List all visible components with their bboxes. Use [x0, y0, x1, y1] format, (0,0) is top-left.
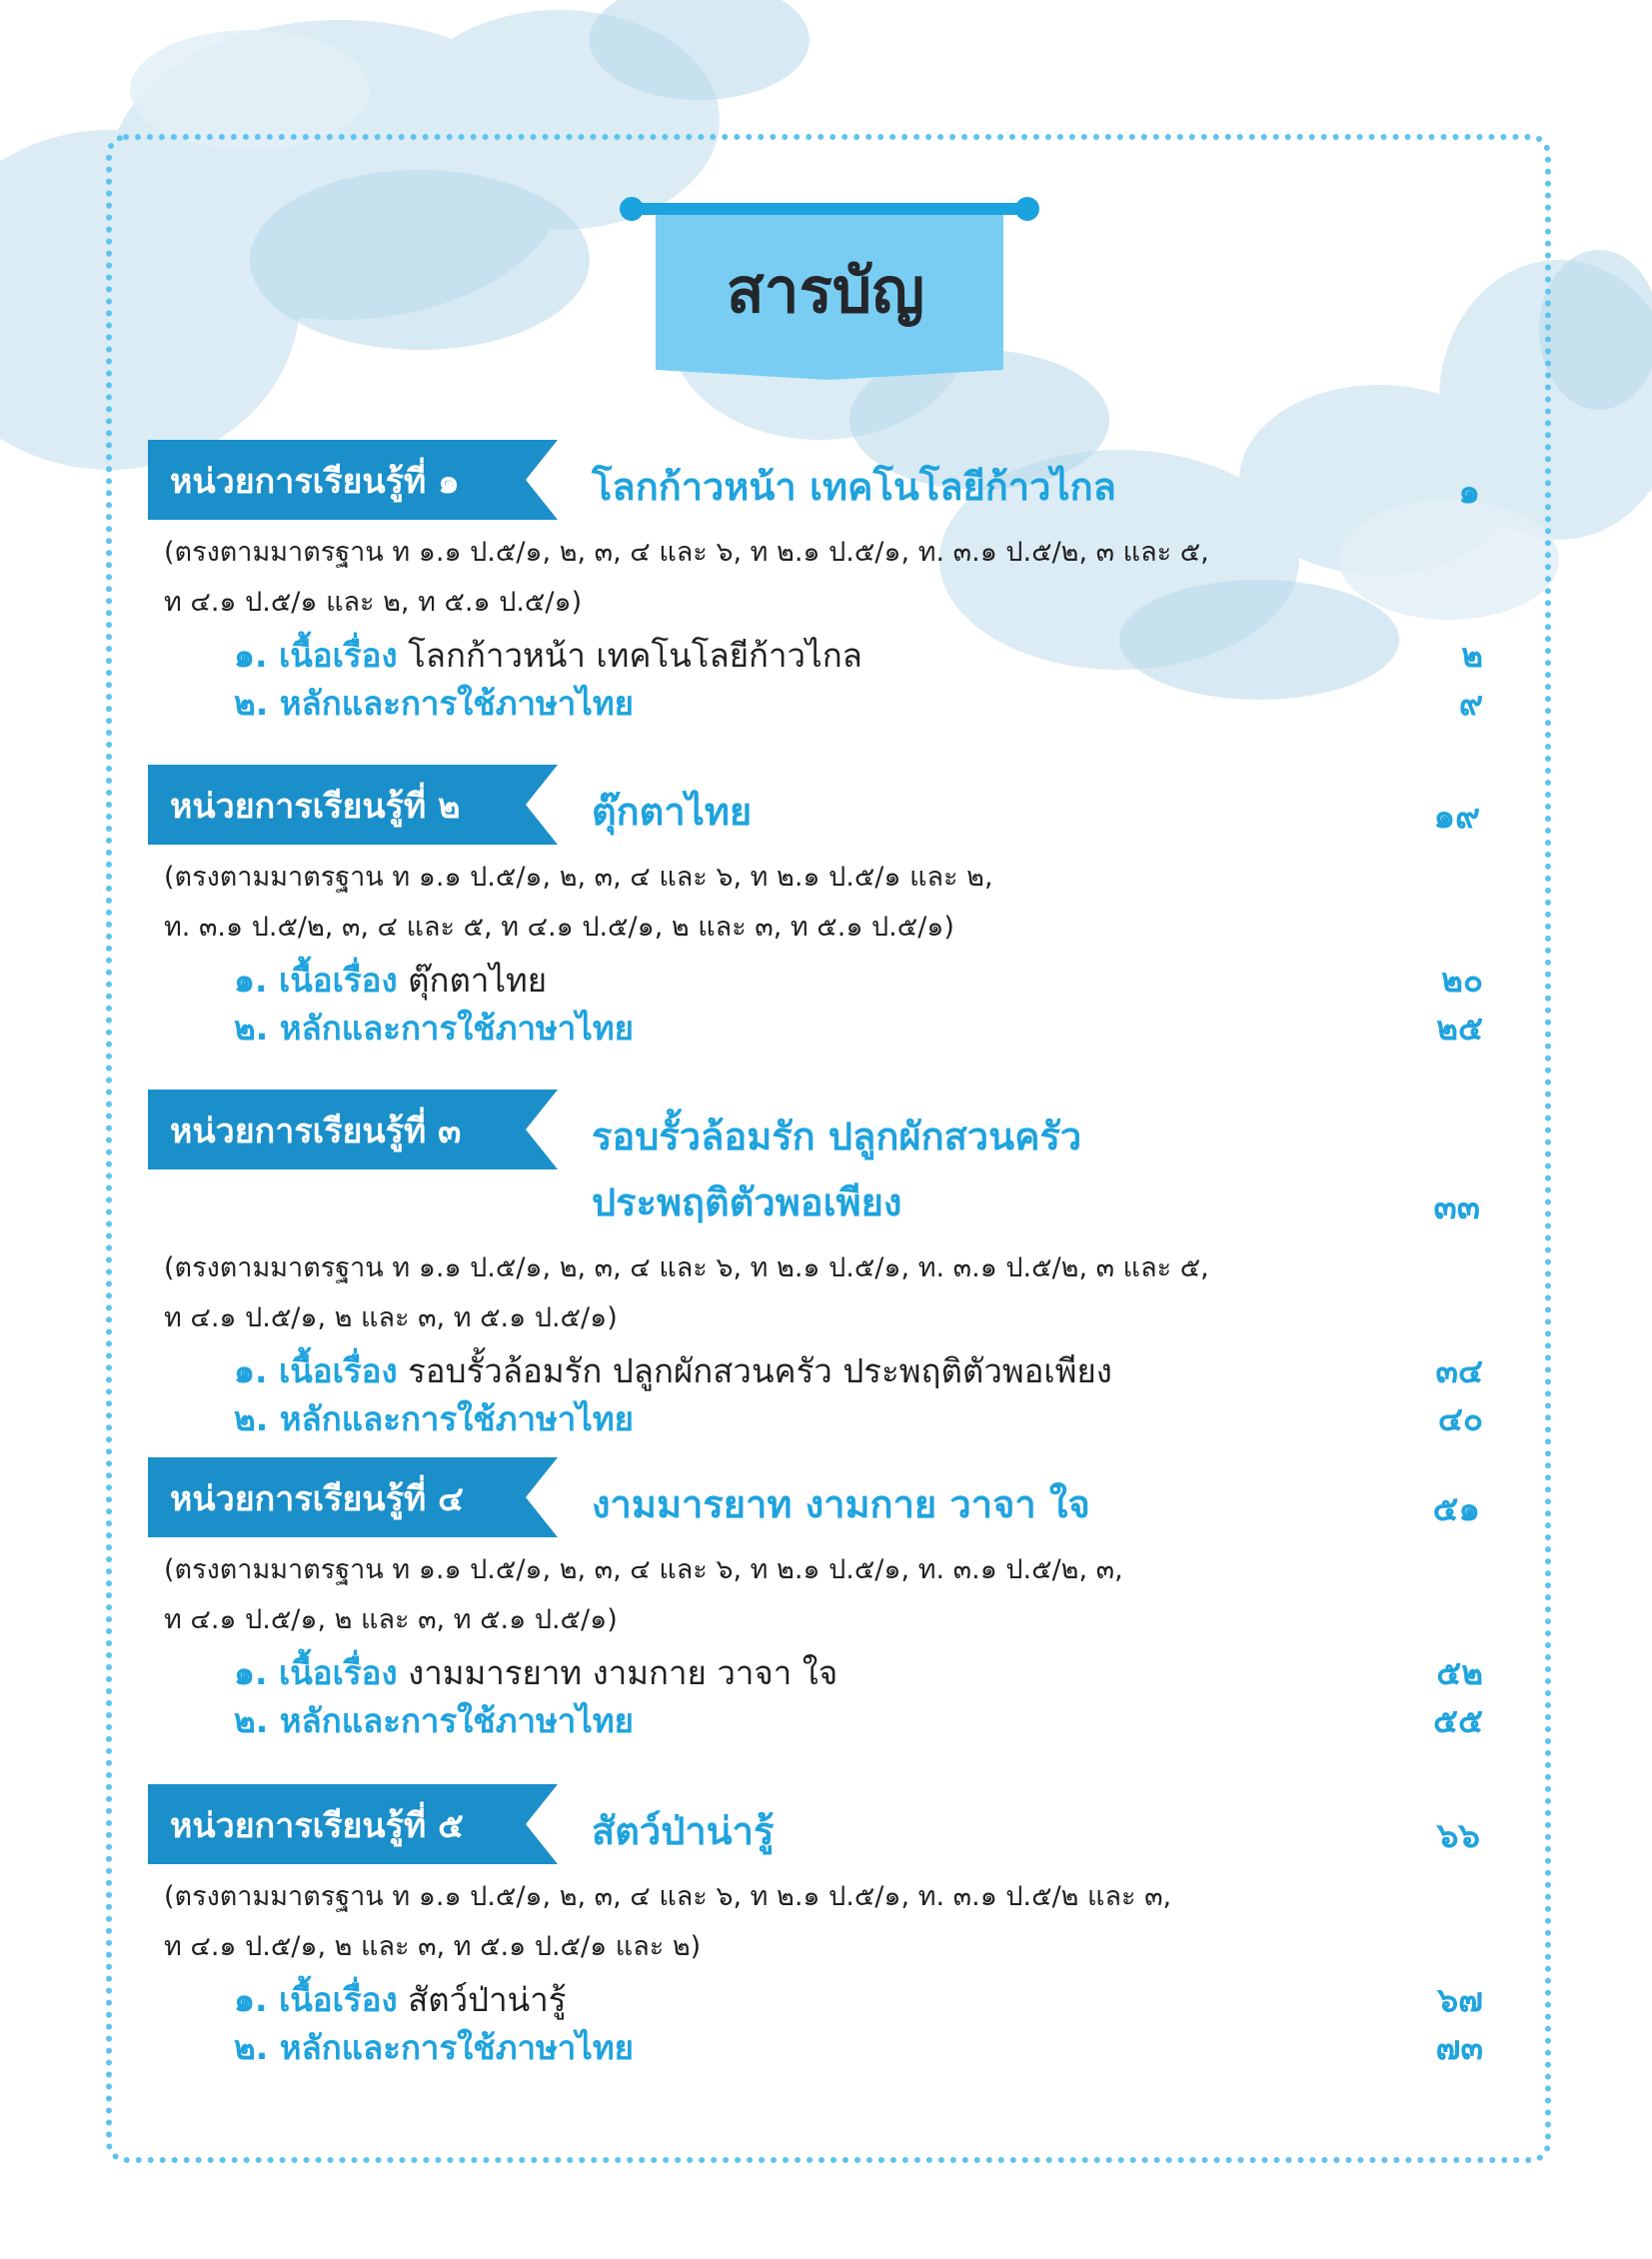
standards-text: ท ๔.๑ ป.๕/๑, ๒ และ ๓, ท ๕.๑ ป.๕/๑ และ ๒)	[164, 1931, 702, 1962]
toc-entry-label: ๒. หลักและการใช้ภาษาไทย	[234, 1701, 634, 1740]
unit-title[interactable]	[592, 1471, 1090, 1537]
unit-title-line: สัตว์ป่าน่ารู้	[592, 1809, 775, 1853]
toc-entry-label: ๒. หลักและการใช้ภาษาไทย	[234, 2028, 634, 2067]
unit-title[interactable]	[592, 1104, 1081, 1235]
toc-entry-label: ๒. หลักและการใช้ภาษาไทย	[234, 684, 634, 723]
toc-entry[interactable]	[234, 1976, 1483, 2024]
toc-entry-page: ๓๔	[1435, 1351, 1483, 1390]
toc-entry-page: ๕๒	[1436, 1653, 1483, 1692]
toc-entry-text: สัตว์ป่าน่ารู้	[408, 1980, 567, 2019]
standards-text: (ตรงตามมาตรฐาน ท ๑.๑ ป.๕/๑, ๒, ๓, ๔ และ ๖, ท ๒.๑ ป.๕/๑ และ ๒,	[164, 862, 993, 893]
standards-text: (ตรงตามมาตรฐาน ท ๑.๑ ป.๕/๑, ๒, ๓, ๔ และ ๖, ท ๒.๑ ป.๕/๑, ท. ๓.๑ ป.๕/๒ และ ๓,	[164, 1881, 1172, 1912]
standards-text: ท. ๓.๑ ป.๕/๒, ๓, ๔ และ ๕, ท ๔.๑ ป.๕/๑, ๒ และ ๓, ท ๕.๑ ป.๕/๑)	[164, 912, 954, 943]
unit-title[interactable]	[592, 1798, 774, 1864]
unit-page-number: ๑๙	[1433, 797, 1480, 837]
unit-tag-label: หน่วยการเรียนรู้ที่ ๓	[170, 1112, 462, 1151]
standards-text: ท ๔.๑ ป.๕/๑, ๒ และ ๓, ท ๕.๑ ป.๕/๑)	[164, 1604, 618, 1635]
toc-entry-label: ๑. เนื้อเรื่อง	[234, 1980, 398, 2019]
standards-text: ท ๔.๑ ป.๕/๑ และ ๒, ท ๕.๑ ป.๕/๑)	[164, 587, 583, 618]
toc-entry-label: ๑. เนื้อเรื่อง	[234, 961, 398, 1000]
toc-entry[interactable]	[234, 957, 1483, 1005]
toc-entry-page: ๒๕	[1436, 1009, 1483, 1048]
toc-entry-text: งามมารยาท งามกาย วาจา ใจ	[408, 1653, 838, 1692]
toc-entry-page: ๔๐	[1437, 1399, 1483, 1438]
unit-title[interactable]	[592, 454, 1116, 520]
toc-entry-page: ๒	[1461, 636, 1483, 675]
toc-entry-label: ๑. เนื้อเรื่อง	[234, 1351, 398, 1390]
toc-entry-label: ๑. เนื้อเรื่อง	[234, 1653, 398, 1692]
toc-entry[interactable]	[234, 1697, 1483, 1745]
unit-title-line: รอบรั้วล้อมรัก ปลูกผักสวนครัว	[592, 1115, 1082, 1158]
unit-tag-label: หน่วยการเรียนรู้ที่ ๑	[170, 462, 460, 502]
toc-entry-page: ๗๓	[1435, 2028, 1483, 2067]
toc-entry-text: รอบรั้วล้อมรัก ปลูกผักสวนครัว ประพฤติตัวพอเพียง	[408, 1351, 1112, 1390]
toc-entry-page: ๕๕	[1433, 1701, 1483, 1740]
unit-page-number: ๑	[1458, 472, 1480, 512]
standards-text: (ตรงตามมาตรฐาน ท ๑.๑ ป.๕/๑, ๒, ๓, ๔ และ ๖, ท ๒.๑ ป.๕/๑, ท. ๓.๑ ป.๕/๒, ๓,	[164, 1554, 1123, 1585]
unit-title-line: งามมารยาท งามกาย วาจา ใจ	[592, 1482, 1090, 1526]
standards-text: (ตรงตามมาตรฐาน ท ๑.๑ ป.๕/๑, ๒, ๓, ๔ และ ๖, ท ๒.๑ ป.๕/๑, ท. ๓.๑ ป.๕/๒, ๓ และ ๕,	[164, 537, 1209, 568]
toc-entry-page: ๒๐	[1441, 961, 1483, 1000]
unit-page-number: ๖๖	[1436, 1816, 1480, 1856]
toc-entry-label: ๒. หลักและการใช้ภาษาไทย	[234, 1009, 634, 1048]
unit-tag-label: หน่วยการเรียนรู้ที่ ๒	[170, 787, 461, 827]
toc-entry[interactable]	[234, 1347, 1483, 1395]
toc-entry-page: ๙	[1458, 684, 1483, 723]
toc-entry[interactable]	[234, 680, 1483, 728]
unit-tag-label: หน่วยการเรียนรู้ที่ ๕	[170, 1806, 464, 1846]
unit-title[interactable]	[592, 779, 752, 845]
toc-entry[interactable]	[234, 1649, 1483, 1697]
toc-entry[interactable]	[234, 1005, 1483, 1053]
standards-text: (ตรงตามมาตรฐาน ท ๑.๑ ป.๕/๑, ๒, ๓, ๔ และ ๖, ท ๒.๑ ป.๕/๑, ท. ๓.๑ ป.๕/๒, ๓ และ ๕,	[164, 1252, 1209, 1283]
unit-page-number: ๕๑	[1432, 1489, 1480, 1529]
unit-tag-label: หน่วยการเรียนรู้ที่ ๔	[170, 1479, 464, 1519]
toc-entry-label: ๑. เนื้อเรื่อง	[234, 636, 398, 675]
toc-entry-label: ๒. หลักและการใช้ภาษาไทย	[234, 1399, 634, 1438]
page-title: สารบัญ	[726, 254, 925, 327]
unit-title-line: ประพฤติตัวพอเพียง	[592, 1180, 902, 1224]
unit-page-number: ๓๓	[1433, 1187, 1480, 1227]
toc-entry-page: ๖๗	[1437, 1980, 1483, 2019]
standards-text: ท ๔.๑ ป.๕/๑, ๒ และ ๓, ท ๕.๑ ป.๕/๑)	[164, 1302, 618, 1333]
toc-entry-text: โลกก้าวหน้า เทคโนโลยีก้าวไกล	[408, 636, 862, 675]
toc-entry[interactable]	[234, 2024, 1483, 2072]
toc-entry-text: ตุ๊กตาไทย	[408, 961, 548, 1000]
unit-title-line: ตุ๊กตาไทย	[592, 790, 753, 834]
toc-entry[interactable]	[234, 632, 1483, 680]
unit-title-line: โลกก้าวหน้า เทคโนโลยีก้าวไกล	[592, 465, 1116, 509]
toc-entry[interactable]	[234, 1395, 1483, 1443]
